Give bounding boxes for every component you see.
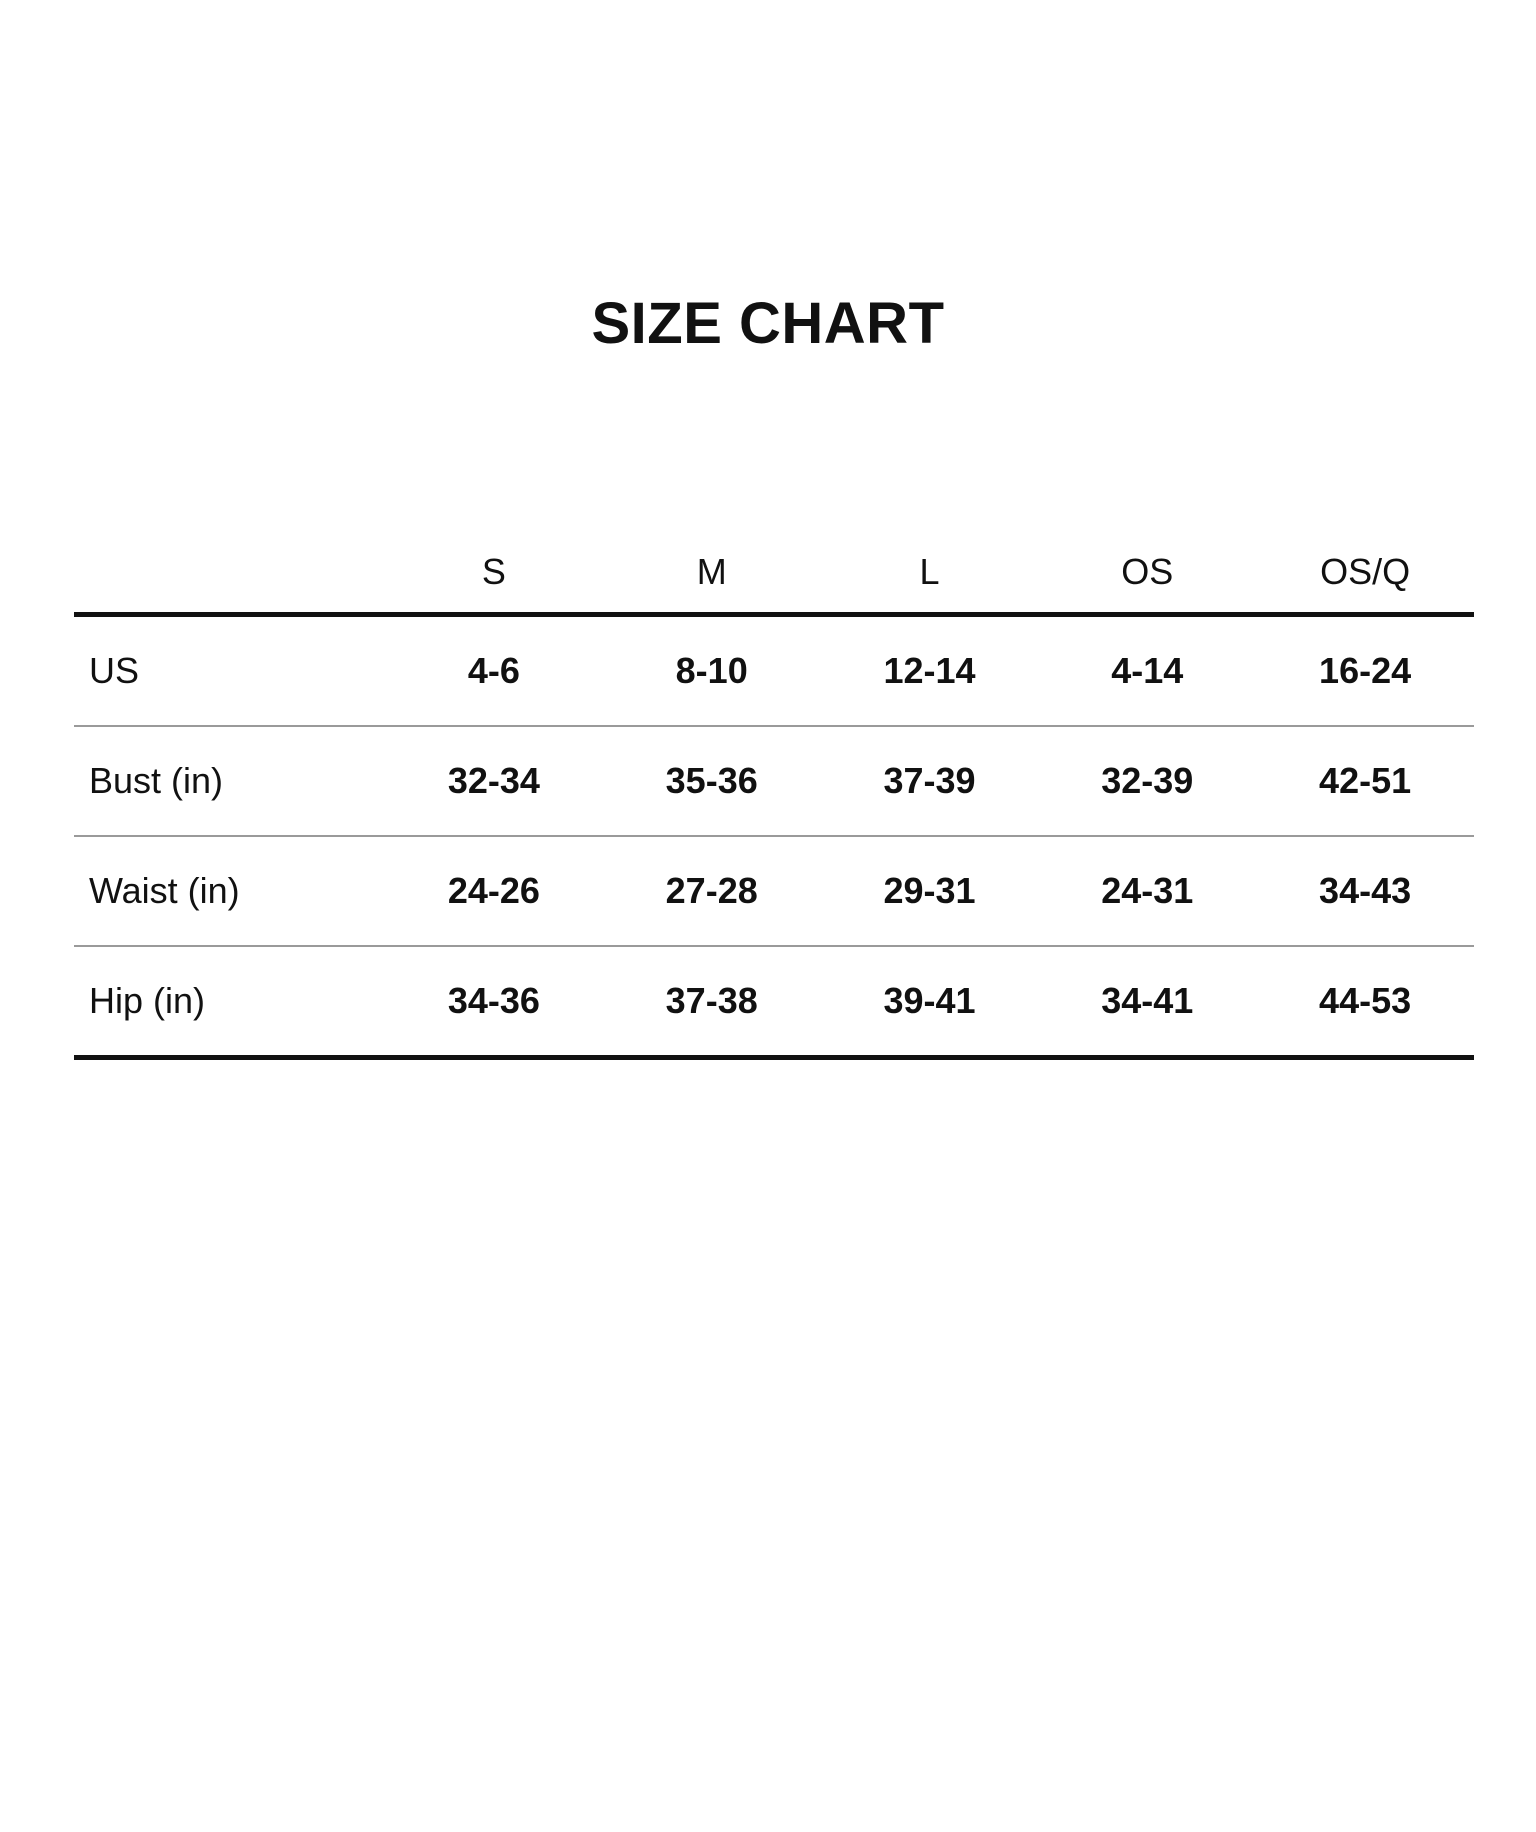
column-header-osq: OS/Q	[1256, 532, 1474, 615]
table-cell: 27-28	[603, 836, 821, 946]
size-chart-table	[74, 532, 1474, 1060]
table-cell: 34-43	[1256, 836, 1474, 946]
table-cell: 8-10	[603, 615, 821, 727]
header-corner	[74, 532, 385, 615]
table-row-waist	[74, 836, 1474, 946]
table-cell: 37-38	[603, 946, 821, 1058]
row-label: Waist (in)	[74, 836, 385, 946]
table-cell: 37-39	[821, 726, 1039, 836]
table-cell: 44-53	[1256, 946, 1474, 1058]
table-cell: 29-31	[821, 836, 1039, 946]
table-cell: 16-24	[1256, 615, 1474, 727]
table-row-us	[74, 615, 1474, 727]
row-label: Hip (in)	[74, 946, 385, 1058]
table-cell: 4-14	[1038, 615, 1256, 727]
column-header-l: L	[821, 532, 1039, 615]
table-cell: 24-31	[1038, 836, 1256, 946]
row-label: Bust (in)	[74, 726, 385, 836]
column-header-m: M	[603, 532, 821, 615]
table-row-hip	[74, 946, 1474, 1058]
table-cell: 35-36	[603, 726, 821, 836]
table-cell: 34-36	[385, 946, 603, 1058]
table-cell: 34-41	[1038, 946, 1256, 1058]
column-header-os: OS	[1038, 532, 1256, 615]
table-cell: 32-34	[385, 726, 603, 836]
table-row-bust	[74, 726, 1474, 836]
table-cell: 12-14	[821, 615, 1039, 727]
table-cell: 39-41	[821, 946, 1039, 1058]
table-cell: 42-51	[1256, 726, 1474, 836]
page-title: SIZE CHART	[591, 291, 945, 356]
row-label: US	[74, 615, 385, 727]
table-cell: 24-26	[385, 836, 603, 946]
table-cell: 32-39	[1038, 726, 1256, 836]
header-row	[74, 532, 1474, 615]
table-cell: 4-6	[385, 615, 603, 727]
column-header-s: S	[385, 532, 603, 615]
